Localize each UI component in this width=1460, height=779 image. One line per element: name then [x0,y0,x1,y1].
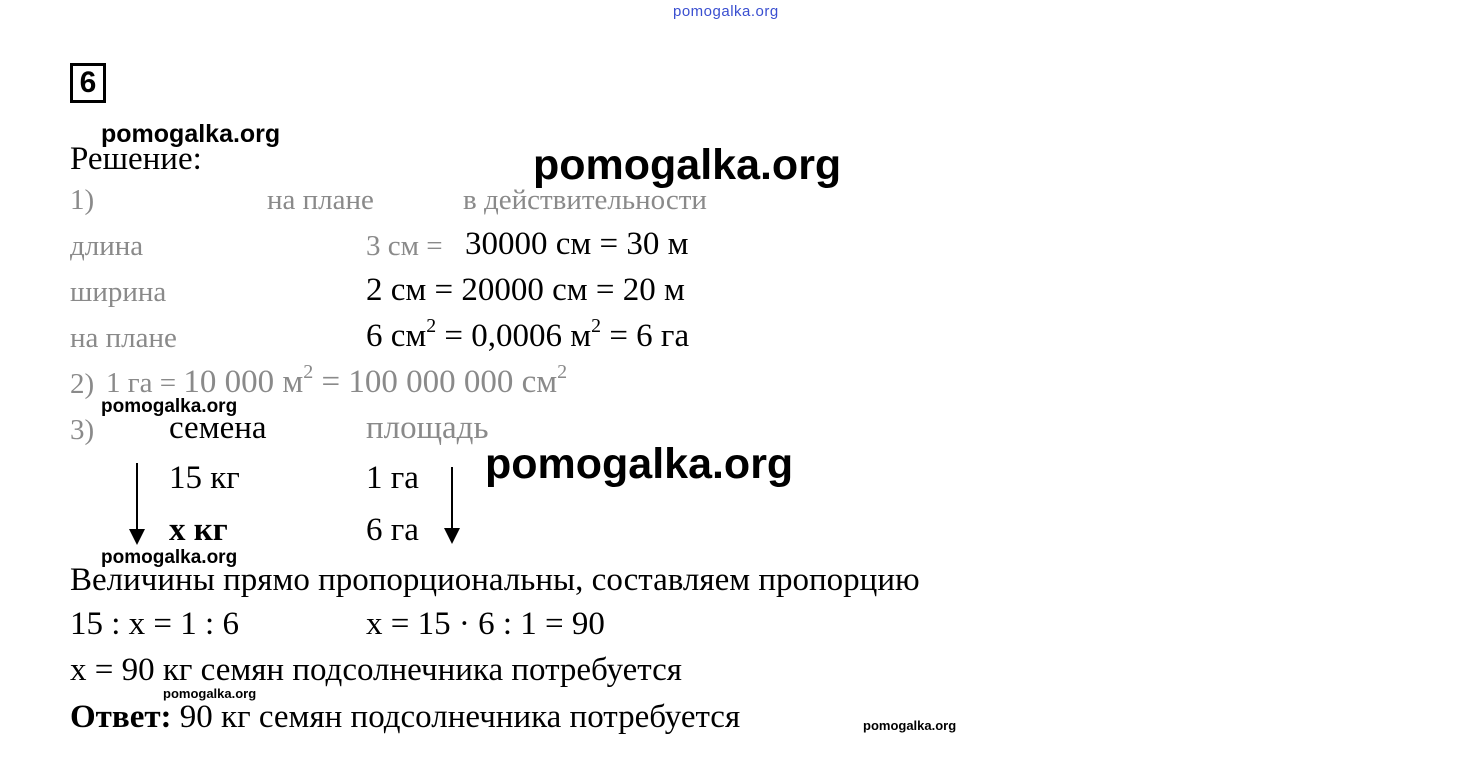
row-label-width: ширина [70,276,167,308]
proportion-line: 15 : х = 1 : 6 [70,606,239,642]
step2-hectare: 1 га = [106,367,184,399]
area-plan-exponent: 2 [426,315,437,338]
watermark: pomogalka.org [101,547,238,568]
watermark: pomogalka.org [101,396,238,417]
watermark: pomogalka.org [163,686,257,701]
step1-label: 1) [70,184,95,216]
step3-label: 3) [70,414,95,446]
watermark: pomogalka.org [533,141,842,189]
solution-title: Решение: [70,141,202,177]
step2-square-meters: 10 000 м [183,364,304,400]
watermark: pomogalka.org [485,440,794,488]
step2-equation [106,361,568,400]
column-header-area: площадь [366,410,489,446]
answer-label: Ответ: [70,699,172,735]
step2-label: 2) [70,368,95,400]
length-plan-value: 3 см = [366,230,443,262]
step2-exponent-cm: 2 [557,361,568,383]
result-line: х = 90 кг семян подсолнечника потребуется [70,652,682,688]
down-arrow-icon [136,463,138,531]
watermark: pomogalka.org [101,120,281,148]
area-equation [366,315,690,354]
column-header-real: в действительности [463,184,707,216]
column-header-seeds: семена [169,410,267,446]
area-real-exponent: 2 [591,315,602,338]
statement-line: Величины прямо пропорциональны, составляем пропорцию [70,562,920,598]
area-hectare-value: = 6 га [601,318,690,354]
seeds-known-value: 15 кг [169,460,240,496]
down-arrow-icon [451,467,453,530]
watermark: pomogalka.org [863,718,957,733]
seeds-unknown-value: х кг [169,512,228,548]
column-header-plan: на плане [267,184,374,216]
area-real-value: = 0,0006 м [436,318,592,354]
answer-text: 90 кг семян подсолнечника потребуется [171,699,741,735]
area-target-value: 6 га [366,512,419,548]
step2-square-cm: = 100 000 000 см [313,364,558,400]
computation-line: х = 15 · 6 : 1 = 90 [366,606,605,642]
area-plan-value: 6 см [366,318,427,354]
area-known-value: 1 га [366,460,419,496]
answer-line [70,701,740,734]
row-label-length: длина [70,230,144,262]
header-watermark: pomogalka.org [673,3,779,20]
row-label-area-plan: на плане [70,322,177,354]
width-real-value: 2 см = 20000 см = 20 м [366,272,685,308]
step2-exponent-m: 2 [303,361,314,383]
task-number: 6 [79,66,97,99]
task-number-box [70,63,106,103]
length-real-value: 30000 см = 30 м [465,226,689,262]
